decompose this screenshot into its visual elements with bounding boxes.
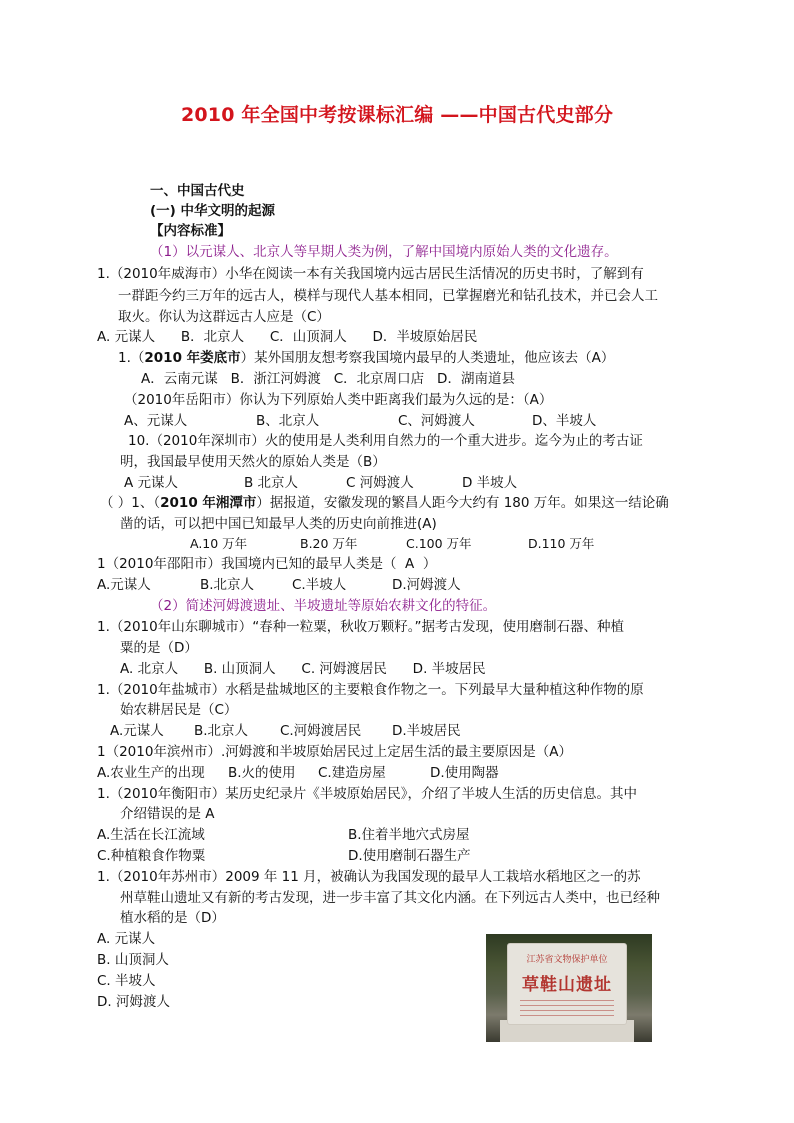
question-8-option-a: A.元谋人 bbox=[110, 723, 164, 739]
question-10-option-c: C.种植粮食作物粟 bbox=[97, 848, 206, 864]
question-10-line-2: 介绍错误的是 A bbox=[120, 806, 215, 822]
question-7-options: A. 北京人 B. 山顶洞人 C. 河姆渡居民 D. 半坡居民 bbox=[120, 661, 486, 677]
question-4-option-b: B 北京人 bbox=[244, 475, 299, 491]
question-6-option-c: C.半坡人 bbox=[292, 577, 347, 593]
question-10-option-b: B.住着半地穴式房屋 bbox=[348, 827, 470, 843]
question-4-line-1: 10.（2010年深圳市）火的使用是人类利用自然力的一个重大进步。迄今为止的考古证 bbox=[128, 433, 643, 449]
question-5-line-2: 凿的话，可以把中国已知最早人类的历史向前推进(A) bbox=[120, 516, 437, 532]
question-1-line-2: 一群距今约三万年的远古人，模样与现代人基本相同，已掌握磨光和钻孔技术，并已会人工 bbox=[118, 288, 658, 304]
question-4-line-2: 明，我国最早使用天然火的原始人类是（B） bbox=[120, 454, 386, 470]
question-5-line-1: （ ）1、（2010 年湘潭市）据报道，安徽发现的繁昌人距今大约有 180 万年。如果这一结论确 bbox=[100, 495, 669, 511]
question-1-line-1: 1.（2010年威海市）小华在阅读一本有关我国境内远古居民生活情况的历史书时，了解到有 bbox=[97, 266, 644, 282]
section-heading: 一、中国古代史 bbox=[150, 183, 245, 199]
question-11-option-d: D. 河姆渡人 bbox=[97, 994, 170, 1010]
question-7-line-2: 粟的是（D） bbox=[120, 640, 198, 656]
question-5-option-b: B.20 万年 bbox=[300, 536, 358, 551]
question-9-option-a: A.农业生产的出现 bbox=[97, 765, 205, 781]
content-standard-2: （2）简述河姆渡遗址、半坡遗址等原始农耕文化的特征。 bbox=[150, 598, 497, 614]
question-6-option-b: B.北京人 bbox=[200, 577, 255, 593]
question-10-option-d: D.使用磨制石器生产 bbox=[348, 848, 471, 864]
question-2-line-1: 1.（2010 年娄底市）某外国朋友想考察我国境内最早的人类遗址，他应该去（A） bbox=[118, 350, 615, 366]
question-3-option-c: C、河姆渡人 bbox=[398, 413, 475, 429]
question-6-line-1: 1（2010年邵阳市）我国境内已知的最早人类是（ A ） bbox=[97, 556, 437, 572]
question-4-option-d: D 半坡人 bbox=[462, 475, 518, 491]
stele-site-name: 草鞋山遗址 bbox=[522, 975, 612, 995]
stele-small-inscription bbox=[520, 1000, 614, 1016]
question-11-line-1: 1.（2010年苏州市）2009 年 11 月，被确认为我国发现的最早人工栽培水稻地区之一的苏 bbox=[97, 869, 641, 885]
question-3-option-a: A、元谋人 bbox=[124, 413, 188, 429]
content-standard-1: （1）以元谋人、北京人等早期人类为例，了解中国境内原始人类的文化遗存。 bbox=[150, 244, 618, 260]
document-title: 2010 年全国中考按课标汇编 ——中国古代史部分 bbox=[180, 104, 614, 126]
question-8-line-1: 1.（2010年盐城市）水稻是盐城地区的主要粮食作物之一。下列最早大量种植这种作物的原 bbox=[97, 682, 644, 698]
question-3-option-b: B、北京人 bbox=[256, 413, 320, 429]
question-11-line-3: 植水稻的是（D） bbox=[120, 910, 225, 926]
site-stele-photo bbox=[486, 934, 652, 1042]
stele-plaque bbox=[508, 944, 626, 1024]
standard-label: 【内容标准】 bbox=[150, 223, 231, 239]
question-9-line-1: 1（2010年滨州市）.河姆渡和半坡原始居民过上定居生活的最主要原因是（A） bbox=[97, 744, 572, 760]
question-5-option-c: C.100 万年 bbox=[406, 536, 472, 551]
question-8-option-c: C.河姆渡居民 bbox=[280, 723, 362, 739]
question-4-option-c: C 河姆渡人 bbox=[346, 475, 414, 491]
question-9-option-d: D.使用陶器 bbox=[430, 765, 499, 781]
question-8-option-b: B.北京人 bbox=[194, 723, 249, 739]
question-9-option-c: C.建造房屋 bbox=[318, 765, 386, 781]
question-6-option-a: A.元谋人 bbox=[97, 577, 151, 593]
question-6-option-d: D.河姆渡人 bbox=[392, 577, 461, 593]
question-3-option-d: D、半坡人 bbox=[532, 413, 597, 429]
question-1-options: A. 元谋人 B．北京人 C．山顶洞人 D．半坡原始居民 bbox=[97, 329, 478, 345]
question-11-line-2: 州草鞋山遗址又有新的考古发现，进一步丰富了其文化内涵。在下列远古人类中，也已经种 bbox=[120, 890, 660, 906]
question-2-options: A．云南元谋 B．浙江河姆渡 C．北京周口店 D．湖南道县 bbox=[141, 371, 515, 387]
question-11-option-a: A. 元谋人 bbox=[97, 931, 156, 947]
question-1-line-3: 取火。你认为这群远古人应是（C） bbox=[118, 309, 330, 325]
question-8-option-d: D.半坡居民 bbox=[392, 723, 461, 739]
subsection-heading: (一) 中华文明的起源 bbox=[150, 203, 276, 219]
question-7-line-1: 1.（2010年山东聊城市）“春种一粒粟，秋收万颗籽。”据考古发现，使用磨制石器、种植 bbox=[97, 619, 624, 635]
question-8-line-2: 始农耕居民是（C） bbox=[120, 702, 238, 718]
question-9-option-b: B.火的使用 bbox=[228, 765, 296, 781]
question-11-option-b: B. 山顶洞人 bbox=[97, 952, 169, 968]
question-11-option-c: C. 半坡人 bbox=[97, 973, 156, 989]
question-5-option-d: D.110 万年 bbox=[528, 536, 595, 551]
question-4-option-a: A 元谋人 bbox=[124, 475, 179, 491]
question-5-option-a: A.10 万年 bbox=[190, 536, 248, 551]
question-10-option-a: A.生活在长江流域 bbox=[97, 827, 205, 843]
stele-heading: 江苏省文物保护单位 bbox=[526, 955, 608, 965]
question-10-line-1: 1.（2010年衡阳市）某历史纪录片《半坡原始居民》，介绍了半坡人生活的历史信息。其中 bbox=[97, 786, 637, 802]
question-3-line-1: （2010年岳阳市）你认为下列原始人类中距离我们最为久远的是：（A） bbox=[124, 392, 553, 408]
